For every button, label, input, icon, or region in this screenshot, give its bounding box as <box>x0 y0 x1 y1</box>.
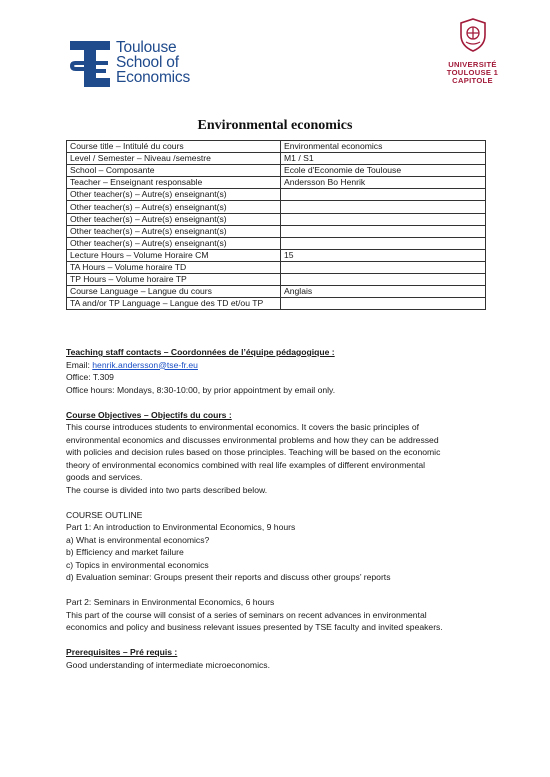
course-info-label: Level / Semester – Niveau /semestre <box>67 153 281 165</box>
course-info-row <box>67 286 486 298</box>
course-info-label: Other teacher(s) – Autre(s) enseignant(s) <box>67 237 281 249</box>
tse-logo <box>70 40 220 90</box>
outline-line: economics and policy and business relevant issues presented by TSE faculty and invited speakers. <box>66 622 443 632</box>
office-hours-line: Office hours: Mondays, 8:30-10:00, by prior appointment by email only. <box>66 384 336 395</box>
course-info-label: Other teacher(s) – Autre(s) enseignant(s) <box>67 201 281 213</box>
course-info-label: Other teacher(s) – Autre(s) enseignant(s) <box>67 189 281 201</box>
course-info-row <box>67 237 486 249</box>
course-info-value <box>281 189 486 201</box>
university-logo <box>436 18 509 88</box>
prerequisites-text: Good understanding of intermediate microeconomics. <box>66 659 270 670</box>
course-info-label: Teacher – Enseignant responsable <box>67 177 281 189</box>
course-info-row <box>67 201 486 213</box>
course-info-value: M1 / S1 <box>281 153 486 165</box>
course-info-label: Course Language – Langue du cours <box>67 286 281 298</box>
course-info-label: Course title – Intitulé du cours <box>67 141 281 153</box>
objectives-line: This course introduces students to environmental economics. It covers the basic principles of <box>66 422 419 432</box>
objectives-line: theory of environmental economics combined with real life examples of different environmental <box>66 459 426 470</box>
course-info-value <box>281 274 486 286</box>
course-info-row <box>67 213 486 225</box>
course-info-row <box>67 141 486 153</box>
course-info-label: School – Composante <box>67 165 281 177</box>
course-info-label: Lecture Hours – Volume Horaire CM <box>67 249 281 261</box>
university-name: UNIVERSITÉ TOULOUSE 1 CAPITOLE <box>446 60 499 86</box>
outline-line: Part 1: An introduction to Environmental Economics, 9 hours <box>66 522 296 532</box>
email-label: Email: <box>66 359 93 370</box>
outline-heading: COURSE OUTLINE <box>66 509 143 520</box>
course-info-value: Andersson Bo Henrik <box>281 177 486 189</box>
course-info-value: Anglais <box>281 286 486 298</box>
contact-email-line <box>66 359 486 372</box>
course-info-value: 15 <box>281 249 486 261</box>
outline-line: c) Topics in environmental economics <box>66 559 209 570</box>
course-info-row <box>67 225 486 237</box>
outline-line: b) Efficiency and market failure <box>66 547 184 557</box>
course-info-row <box>67 249 486 261</box>
course-info-value <box>281 225 486 237</box>
document-title: Environmental economics <box>197 118 353 133</box>
email-link[interactable]: henrik.andersson@tse-fr.eu <box>92 359 198 370</box>
objectives-line: with policies and decision rules based on those principles. Teaching will be based on the economic <box>66 447 441 457</box>
course-info-label: TA and/or TP Language – Langue des TD et/ou TP <box>67 298 281 310</box>
course-info-row <box>67 165 486 177</box>
outline-line: Part 2: Seminars in Environmental Economics, 6 hours <box>66 597 275 607</box>
course-info-label: Other teacher(s) – Autre(s) enseignant(s) <box>67 225 281 237</box>
course-info-value <box>281 213 486 225</box>
outline-line: a) What is environmental economics? <box>66 534 210 545</box>
document-body <box>66 346 486 671</box>
course-info-row <box>67 153 486 165</box>
objectives-line: The course is divided into two parts described below. <box>66 484 268 495</box>
course-info-row <box>67 261 486 273</box>
course-info-value <box>281 237 486 249</box>
course-info-value <box>281 298 486 310</box>
course-info-label: TP Hours – Volume horaire TP <box>67 274 281 286</box>
course-info-row <box>67 298 486 310</box>
course-info-label: TA Hours – Volume horaire TD <box>67 261 281 273</box>
objectives-line: goods and services. <box>66 472 143 482</box>
tse-logo-text: Toulouse School of Economics <box>116 39 191 86</box>
contacts-heading: Teaching staff contacts – Coordonnées de l’équipe pédagogique : <box>66 347 335 357</box>
office-line: Office: T.309 <box>66 372 114 382</box>
outline-line: This part of the course will consist of a series of seminars on recent advances in environmental <box>66 609 427 620</box>
prerequisites-heading: Prerequisites – Pré requis : <box>66 647 178 657</box>
objectives-heading: Course Objectives – Objectifs du cours : <box>66 409 232 420</box>
course-info-value: Ecole d'Economie de Toulouse <box>281 165 486 177</box>
objectives-line: environmental economics and discusses environmental problems and how they can be addressed <box>66 434 439 445</box>
course-info-row <box>67 177 486 189</box>
course-info-table <box>66 140 486 310</box>
course-info-value <box>281 261 486 273</box>
course-info-label: Other teacher(s) – Autre(s) enseignant(s) <box>67 213 281 225</box>
course-info-row <box>67 274 486 286</box>
course-info-row <box>67 189 486 201</box>
tse-monogram-icon <box>70 41 110 87</box>
outline-line: d) Evaluation seminar: Groups present their reports and discuss other groups’ reports <box>66 572 391 582</box>
university-seal-icon <box>458 18 488 52</box>
course-info-value: Environmental economics <box>281 141 486 153</box>
course-info-value <box>281 201 486 213</box>
